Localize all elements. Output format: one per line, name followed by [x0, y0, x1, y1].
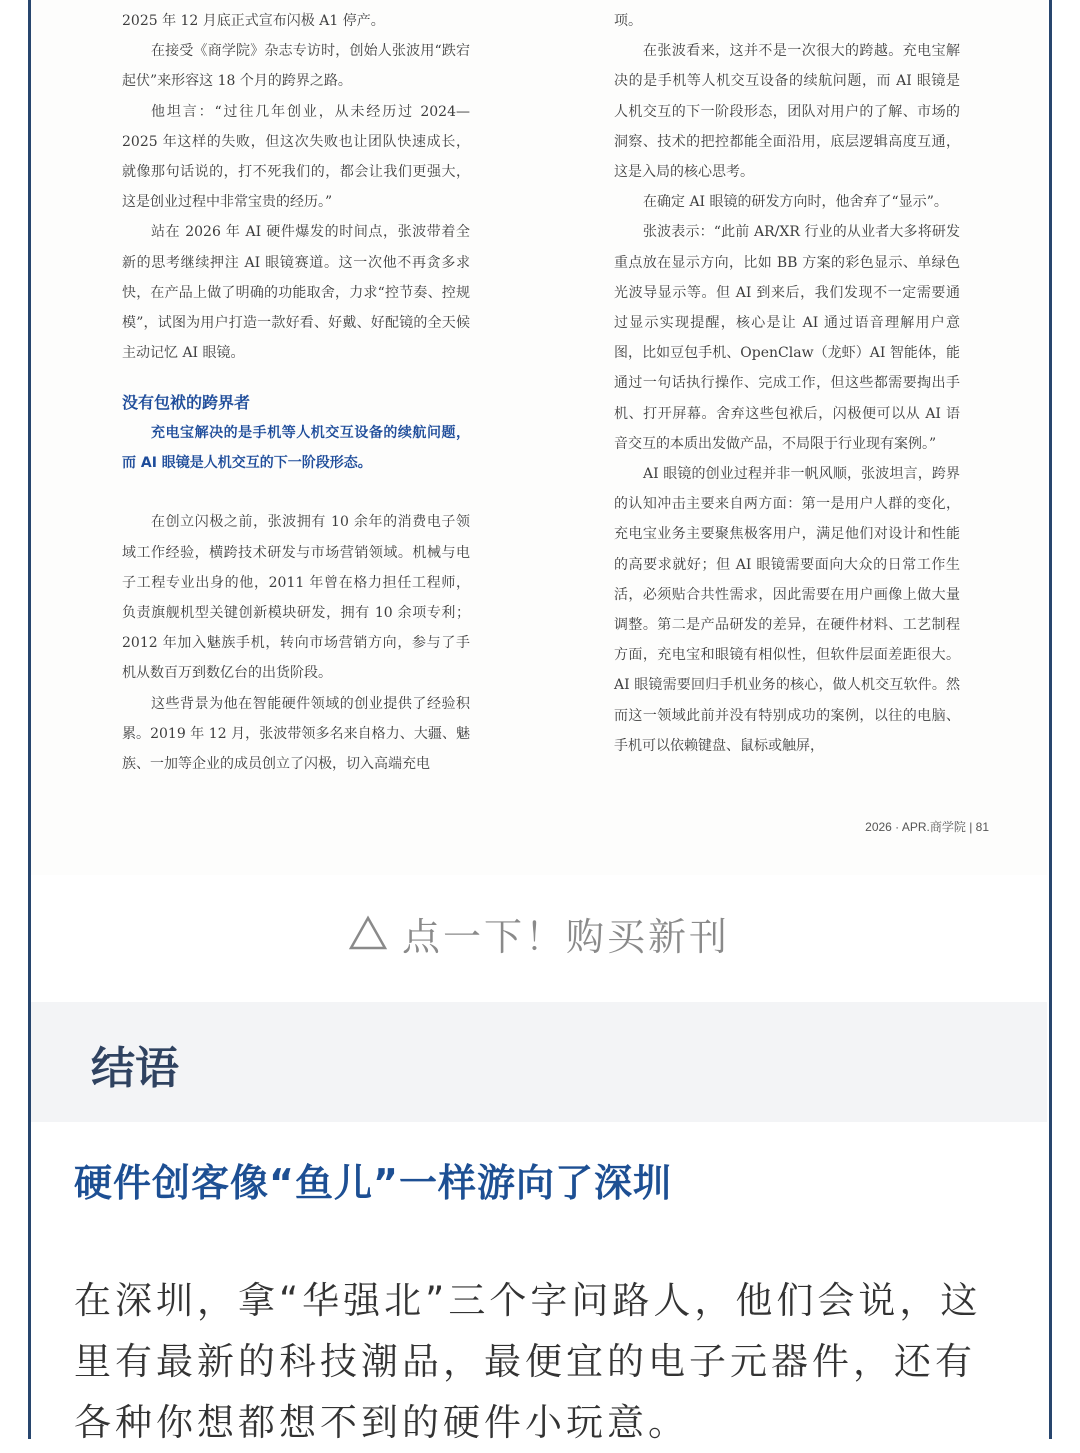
- right-column: [614, 6, 960, 761]
- section-title: 没有包袱的跨界者: [122, 393, 251, 413]
- buy-new-issue-label: 点一下！购买新刊: [401, 914, 730, 959]
- article-headline: 硬件创客像“鱼儿”一样游向了深圳: [74, 1161, 672, 1205]
- paragraph: 2025 年 12 月底正式宣布闪极 A1 停产。: [122, 13, 385, 29]
- section-lead: 充电宝解决的是手机等人机交互设备的续航问题，而 AI 眼镜是人机交互的下一阶段形态。: [122, 425, 470, 472]
- paragraph: 在张波看来，这并不是一次很大的跨越。充电宝解决的是手机等人机交互设备的续航问题，而 AI 眼镜是人机交互的下一阶段形态，团队对用户的了解、市场的洞察、技术的把控都能全面沿用，底层逻辑高度互通，这是入局的核心思考。: [614, 43, 960, 181]
- right-frame-edge: [1049, 0, 1080, 1439]
- paragraph: 张波表示：“此前 AR/XR 行业的从业者大多将研发重点放在显示方向，比如 BB 方案的彩色显示、单绿色光波导显示等。但 AI 到来后，我们发现不一定需要通过显示实现提醒，核心是让 AI 通过语音理解用户意图，比如豆包手机、OpenClaw（龙虾）AI 智能体，能通过一句话执行操作、完成工作，但这些都需要掏出手机、打开屏幕。舍弃这些包袱后，闪极便可以从 AI 语音交互的本质出发做产品，不局限于行业现有案例。”: [614, 224, 960, 452]
- paragraph: 他坦言：“过往几年创业，从未经历过 2024—2025 年这样的失败，但这次失败也让团队快速成长，就像那句话说的，打不死我们的，都会让我们更强大，这是创业过程中非常宝贵的经历。”: [122, 103, 470, 211]
- paragraph: AI 眼镜的创业过程并非一帆风顺，张波坦言，跨界的认知冲击主要来自两方面：第一是用户人群的变化，充电宝业务主要聚焦极客用户，满足他们对设计和性能的高要求就好；但 AI 眼镜需要面向大众的日常工作生活，必须贴合共性需求，因此需要在用户画像上做大量调整。第二是产品研发的差异，在硬件材料、工艺制程方面，充电宝和眼镜有相似性，但软件层面差距很大。AI 眼镜需要回归手机业务的核心，做人机交互软件。然而这一领域此前并没有特别成功的案例，以往的电脑、手机可以依赖键盘、鼠标或触屏，: [614, 466, 960, 754]
- section-label: 结语: [91, 1043, 179, 1094]
- magazine-page-scan: [31, 0, 1047, 875]
- triangle-outline-icon: [348, 915, 388, 951]
- article-paragraph: 在深圳，拿“华强北”三个字问路人，他们会说，这里有最新的科技潮品，最便宜的电子元器件，还有各种你想都想不到的硬件小玩意。: [74, 1279, 982, 1444]
- page-folio: 2026 · APR.商学院 | 81: [865, 820, 989, 834]
- left-column: [122, 6, 470, 779]
- paragraph: 项。: [614, 13, 642, 29]
- section-band: [31, 1002, 1047, 1122]
- paragraph: 这些背景为他在智能硬件领域的创业提供了经验积累。2019 年 12 月，张波带领多名来自格力、大疆、魅族、一加等企业的成员创立了闪极，切入高端充电: [122, 695, 470, 773]
- left-frame-edge: [0, 0, 31, 1439]
- paragraph: 站在 2026 年 AI 硬件爆发的时间点，张波带着全新的思考继续押注 AI 眼镜赛道。这一次他不再贪多求快，在产品上做了明确的功能取舍，力求“控节奏、控规模”，试图为用户打造一款好看、好戴、好配镜的全天候主动记忆 AI 眼镜。: [122, 224, 470, 362]
- paragraph: 在确定 AI 眼镜的研发方向时，他舍弃了“显示”。: [643, 194, 948, 211]
- paragraph: 在接受《商学院》杂志专访时，创始人张波用“跌宕起伏”来形容这 18 个月的跨界之路。: [122, 43, 470, 90]
- buy-new-issue-link[interactable]: [31, 900, 1047, 966]
- paragraph: 在创立闪极之前，张波拥有 10 余年的消费电子领域工作经验，横跨技术研发与市场营销领域。机械与电子工程专业出身的他，2011 年曾在格力担任工程师，负责旗舰机型关键创新模块研发，拥有 10 余项专利；2012 年加入魅族手机，转向市场营销方向，参与了手机从数百万到数亿台的出货阶段。: [122, 514, 470, 682]
